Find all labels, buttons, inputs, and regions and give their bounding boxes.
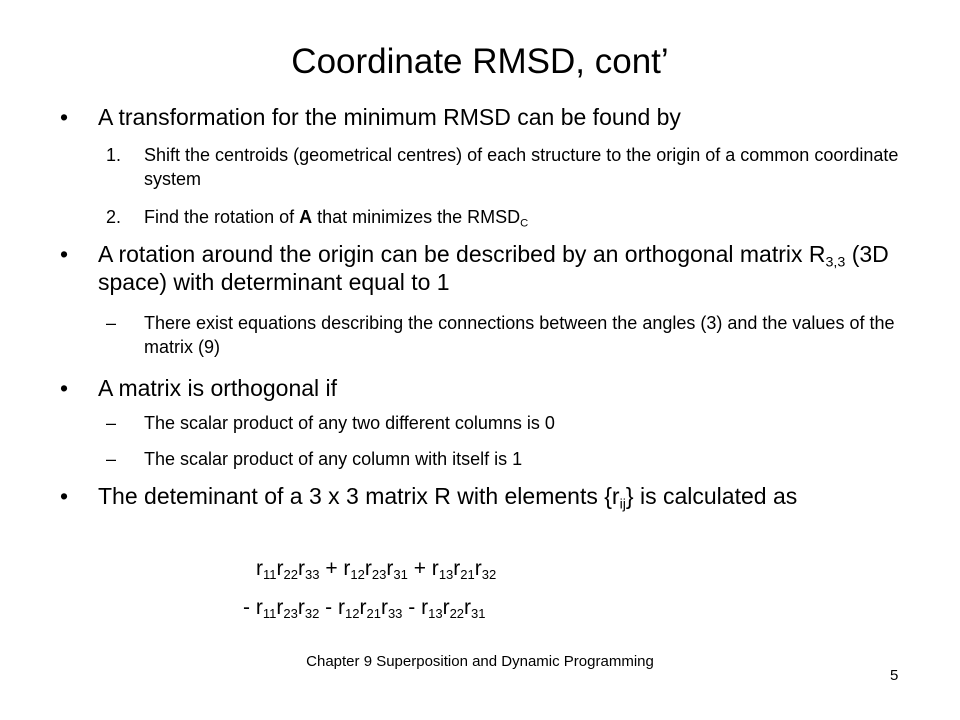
formula-term: r bbox=[359, 596, 367, 619]
formula-subscript: 11 bbox=[263, 566, 277, 582]
item-text: Shift the centroids (geometrical centres) of each structure to the origin of a common coordinate system bbox=[144, 145, 899, 189]
formula-subscript: 22 bbox=[283, 566, 298, 582]
slide-title: Coordinate RMSD, cont’ bbox=[291, 42, 669, 81]
item-text: The scalar product of any two different columns is 0 bbox=[144, 413, 555, 433]
formula-term: r bbox=[297, 596, 305, 619]
formula-subscript: 23 bbox=[283, 605, 298, 621]
item-number: 1. bbox=[106, 145, 122, 165]
item-text: The scalar product of any column with itself is 1 bbox=[144, 449, 523, 469]
bullet-dot: • bbox=[60, 104, 69, 130]
bullet-text: The deteminant of a 3 x 3 matrix R with elements $\{r_{ij}\}$ is calculated as bbox=[98, 483, 798, 513]
dash-mark: – bbox=[106, 449, 117, 469]
formula-term: r bbox=[380, 596, 388, 619]
bullet-dot: • bbox=[60, 241, 69, 267]
formula-subscript: 13 bbox=[438, 566, 454, 582]
formula-term: + r bbox=[319, 557, 351, 580]
formula-subscript: 31 bbox=[393, 566, 408, 582]
determinant-formula-line-2 bbox=[243, 594, 486, 622]
matrix-dim-subscript: 3,3 bbox=[825, 254, 846, 271]
formula-subscript: 11 bbox=[262, 605, 277, 621]
formula-term: r bbox=[386, 557, 394, 580]
matrix-a-bold: A bbox=[299, 207, 313, 227]
formula-subscript: 32 bbox=[304, 605, 320, 621]
item-text: Find the rotation of A that minimizes the $RMSD_C$ bbox=[144, 207, 529, 230]
formula-term: r bbox=[276, 596, 284, 619]
formula-term: - r bbox=[243, 596, 263, 619]
formula-term: r bbox=[442, 596, 450, 619]
dash-mark: – bbox=[106, 413, 117, 433]
item-number: 2. bbox=[106, 207, 122, 227]
determinant-formula-line-1 bbox=[256, 555, 496, 583]
formula-term: r bbox=[256, 557, 263, 580]
rmsd-subscript: C bbox=[520, 217, 529, 230]
bullet-text: A transformation for the minimum RMSD can be found by bbox=[98, 104, 681, 130]
formula-subscript: 33 bbox=[387, 605, 403, 621]
formula-term: r bbox=[276, 557, 284, 580]
formula-term: r bbox=[364, 557, 372, 580]
formula-subscript: 23 bbox=[371, 566, 387, 582]
formula-subscript: 31 bbox=[471, 605, 486, 621]
formula-subscript: 13 bbox=[428, 605, 443, 621]
formula-subscript: 33 bbox=[305, 566, 320, 582]
formula-subscript: 32 bbox=[481, 566, 497, 582]
formula-subscript: 21 bbox=[460, 566, 475, 582]
formula-subscript: 12 bbox=[350, 566, 365, 582]
formula-term: r bbox=[464, 596, 472, 619]
slide-footer: Chapter 9 Superposition and Dynamic Programming bbox=[306, 653, 654, 670]
bullet-dot: • bbox=[60, 483, 69, 509]
bullet-text: A rotation around the origin can be described by an orthogonal matrix $R_{3,3}$ (3D space) with determinant equal to 1 bbox=[98, 241, 889, 295]
formula-term: - r bbox=[402, 596, 429, 619]
bullet-dot: • bbox=[60, 375, 69, 401]
formula-term: + r bbox=[407, 557, 439, 580]
bullet-text: A matrix is orthogonal if bbox=[98, 375, 338, 401]
page-number: 5 bbox=[890, 667, 899, 684]
formula-subscript: 21 bbox=[366, 605, 381, 621]
formula-subscript: 22 bbox=[449, 605, 465, 621]
elements-subscript: ij bbox=[619, 496, 626, 513]
item-text: There exist equations describing the connections between the angles (3) and the values of the matrix (9) bbox=[144, 313, 895, 357]
formula-term: r bbox=[453, 557, 461, 580]
dash-mark: – bbox=[106, 313, 117, 333]
formula-term: r bbox=[474, 557, 482, 580]
formula-term: r bbox=[298, 557, 305, 580]
formula-term: - r bbox=[319, 596, 345, 619]
formula-subscript: 12 bbox=[344, 605, 360, 621]
